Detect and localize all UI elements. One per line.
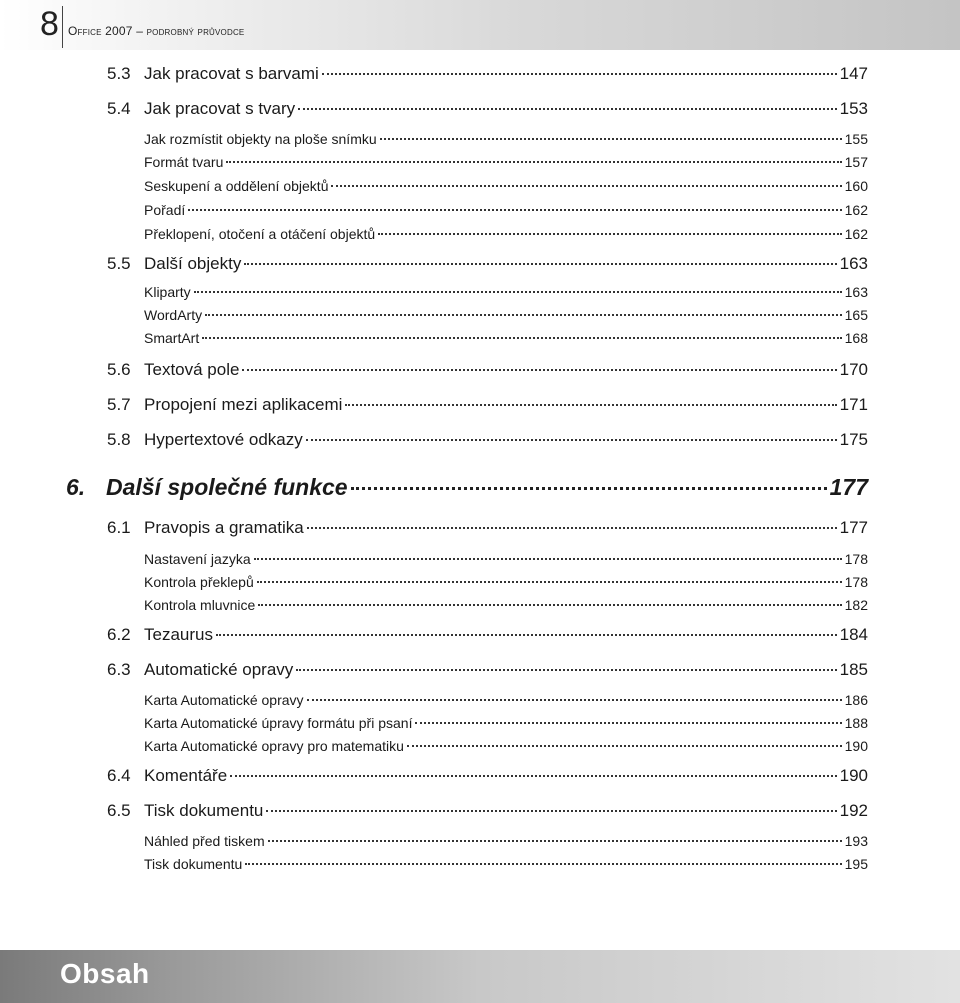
toc-entry-page: 171 xyxy=(839,395,868,414)
toc-entry-page: 162 xyxy=(844,226,868,242)
toc-dot-leader xyxy=(345,404,836,406)
toc-entry-6-3[interactable] xyxy=(107,660,868,680)
toc-entry-page: 182 xyxy=(844,597,868,613)
toc-entry-page: 155 xyxy=(844,131,868,147)
toc-entry-page: 162 xyxy=(844,202,868,218)
toc-entry-title: Seskupení a oddělení objektů xyxy=(144,178,329,194)
toc-entry-6-1[interactable] xyxy=(107,518,868,538)
toc-dot-leader xyxy=(245,863,841,865)
toc-entry-title: Komentáře xyxy=(144,766,228,785)
toc-entry-5-8[interactable] xyxy=(107,430,868,450)
toc-entry-page: 165 xyxy=(844,307,868,323)
toc-entry-title: Překlopení, otočení a otáčení objektů xyxy=(144,226,376,242)
toc-subentry[interactable] xyxy=(144,226,868,242)
toc-entry-page: 188 xyxy=(844,715,868,731)
toc-dot-leader xyxy=(254,558,842,560)
toc-subentry[interactable] xyxy=(144,692,868,708)
toc-entry-number: 5.7 xyxy=(107,395,131,414)
toc-dot-leader xyxy=(216,634,837,636)
toc-entry-6-2[interactable] xyxy=(107,625,868,645)
toc-entry-title: Formát tvaru xyxy=(144,154,224,170)
toc-entry-page: 160 xyxy=(844,178,868,194)
toc-dot-leader xyxy=(257,581,842,583)
toc-subentry[interactable] xyxy=(144,597,868,613)
toc-entry-number: 6.3 xyxy=(107,660,131,679)
toc-entry-page: 186 xyxy=(844,692,868,708)
toc-subentry[interactable] xyxy=(144,856,868,872)
toc-entry-number: 6.5 xyxy=(107,801,131,820)
toc-entry-title: Hypertextové odkazy xyxy=(144,430,303,449)
header-divider xyxy=(62,6,63,48)
toc-chapter-number: 6. xyxy=(66,474,86,500)
toc-subentry[interactable] xyxy=(144,551,868,567)
toc-subentry[interactable] xyxy=(144,202,868,218)
toc-entry-title: Tisk dokumentu xyxy=(144,801,264,820)
toc-dot-leader xyxy=(188,209,841,211)
toc-subentry[interactable] xyxy=(144,833,868,849)
toc-entry-title: Karta Automatické opravy pro matematiku xyxy=(144,738,404,754)
page-number: 8 xyxy=(40,5,59,43)
toc-entry-page: 178 xyxy=(844,574,868,590)
toc-entry-title: Kontrola mluvnice xyxy=(144,597,256,613)
toc-entry-title: Tezaurus xyxy=(144,625,213,644)
toc-entry-title: SmartArt xyxy=(144,330,200,346)
toc-entry-5-6[interactable] xyxy=(107,360,868,380)
toc-entry-page: 170 xyxy=(839,360,868,379)
toc-dot-leader xyxy=(230,775,836,777)
toc-dot-leader xyxy=(258,604,841,606)
toc-entry-page: 177 xyxy=(839,518,868,537)
toc-entry-title: Kliparty xyxy=(144,284,191,300)
toc-entry-page: 178 xyxy=(844,551,868,567)
toc-entry-title: Kontrola překlepů xyxy=(144,574,254,590)
toc-dot-leader xyxy=(378,233,841,235)
toc-entry-number: 6.4 xyxy=(107,766,131,785)
toc-subentry[interactable] xyxy=(144,330,868,346)
toc-entry-title: Náhled před tiskem xyxy=(144,833,265,849)
toc-entry-5-5[interactable] xyxy=(107,254,868,274)
toc-entry-title: Jak rozmístit objekty na ploše snímku xyxy=(144,131,377,147)
toc-entry-title: Propojení mezi aplikacemi xyxy=(144,395,343,414)
toc-entry-number: 6.2 xyxy=(107,625,131,644)
toc-entry-number: 5.3 xyxy=(107,64,131,83)
toc-entry-number: 5.4 xyxy=(107,99,131,118)
toc-entry-5-3[interactable] xyxy=(107,64,868,84)
toc-dot-leader xyxy=(205,314,842,316)
toc-dot-leader xyxy=(266,810,836,812)
toc-dot-leader xyxy=(415,722,841,724)
toc-dot-leader xyxy=(307,699,842,701)
page-header xyxy=(0,0,960,50)
toc-entry-6-5[interactable] xyxy=(107,801,868,821)
toc-subentry[interactable] xyxy=(144,574,868,590)
toc-dot-leader xyxy=(226,161,841,163)
toc-dot-leader xyxy=(322,73,837,75)
toc-entry-page: 175 xyxy=(839,430,868,449)
toc-dot-leader xyxy=(407,745,842,747)
toc-entry-page: 163 xyxy=(839,254,868,273)
toc-entry-page: 190 xyxy=(844,738,868,754)
toc-entry-title: Pravopis a gramatika xyxy=(144,518,304,537)
toc-dot-leader xyxy=(244,263,836,265)
toc-entry-title: WordArty xyxy=(144,307,203,323)
toc-entry-title: Jak pracovat s tvary xyxy=(144,99,296,118)
toc-entry-page: 184 xyxy=(839,625,868,644)
toc-entry-number: 5.8 xyxy=(107,430,131,449)
toc-entry-title: Karta Automatické úpravy formátu při psaní xyxy=(144,715,413,731)
toc-entry-5-4[interactable] xyxy=(107,99,868,119)
toc-subentry[interactable] xyxy=(144,715,868,731)
toc-subentry[interactable] xyxy=(144,284,868,300)
toc-subentry[interactable] xyxy=(144,178,868,194)
toc-entry-page: 185 xyxy=(839,660,868,679)
toc-dot-leader xyxy=(306,439,837,441)
toc-chapter-title: Další společné funkce xyxy=(106,474,348,500)
toc-entry-page: 193 xyxy=(844,833,868,849)
toc-dot-leader xyxy=(331,185,841,187)
toc-entry-title: Automatické opravy xyxy=(144,660,294,679)
toc-entry-title: Pořadí xyxy=(144,202,186,218)
toc-entry-title: Jak pracovat s barvami xyxy=(144,64,319,83)
toc-entry-page: 168 xyxy=(844,330,868,346)
toc-dot-leader xyxy=(298,108,836,110)
toc-entry-title: Další objekty xyxy=(144,254,242,273)
toc-entry-page: 192 xyxy=(839,801,868,820)
toc-entry-page: 147 xyxy=(839,64,868,83)
toc-subentry[interactable] xyxy=(144,738,868,754)
toc-entry-number: 5.5 xyxy=(107,254,131,273)
toc-dot-leader xyxy=(351,487,827,490)
toc-entry-number: 6.1 xyxy=(107,518,131,537)
toc-entry-page: 157 xyxy=(844,154,868,170)
toc-entry-6-4[interactable] xyxy=(107,766,868,786)
toc-entry-page: 153 xyxy=(839,99,868,118)
toc-subentry[interactable] xyxy=(144,154,868,170)
toc-entry-title: Tisk dokumentu xyxy=(144,856,243,872)
toc-dot-leader xyxy=(296,669,836,671)
toc-entry-page: 190 xyxy=(839,766,868,785)
toc-chapter-6[interactable] xyxy=(66,474,868,501)
toc-entry-number: 5.6 xyxy=(107,360,131,379)
section-title: Obsah xyxy=(60,958,150,989)
toc-entry-page: 195 xyxy=(844,856,868,872)
toc-entry-title: Textová pole xyxy=(144,360,240,379)
toc-dot-leader xyxy=(242,369,836,371)
page-footer xyxy=(0,950,960,1003)
toc-chapter-page: 177 xyxy=(829,474,868,500)
toc-entry-title: Karta Automatické opravy xyxy=(144,692,304,708)
toc-dot-leader xyxy=(380,138,842,140)
toc-entry-page: 163 xyxy=(844,284,868,300)
toc-dot-leader xyxy=(268,840,842,842)
toc-entry-5-7[interactable] xyxy=(107,395,868,415)
toc-subentry[interactable] xyxy=(144,307,868,323)
toc-dot-leader xyxy=(307,527,837,529)
toc-dot-leader xyxy=(194,291,842,293)
toc-entry-title: Nastavení jazyka xyxy=(144,551,251,567)
toc-subentry[interactable] xyxy=(144,131,868,147)
running-header-title: Office 2007 – podrobný průvodce xyxy=(68,24,245,38)
toc-dot-leader xyxy=(202,337,841,339)
